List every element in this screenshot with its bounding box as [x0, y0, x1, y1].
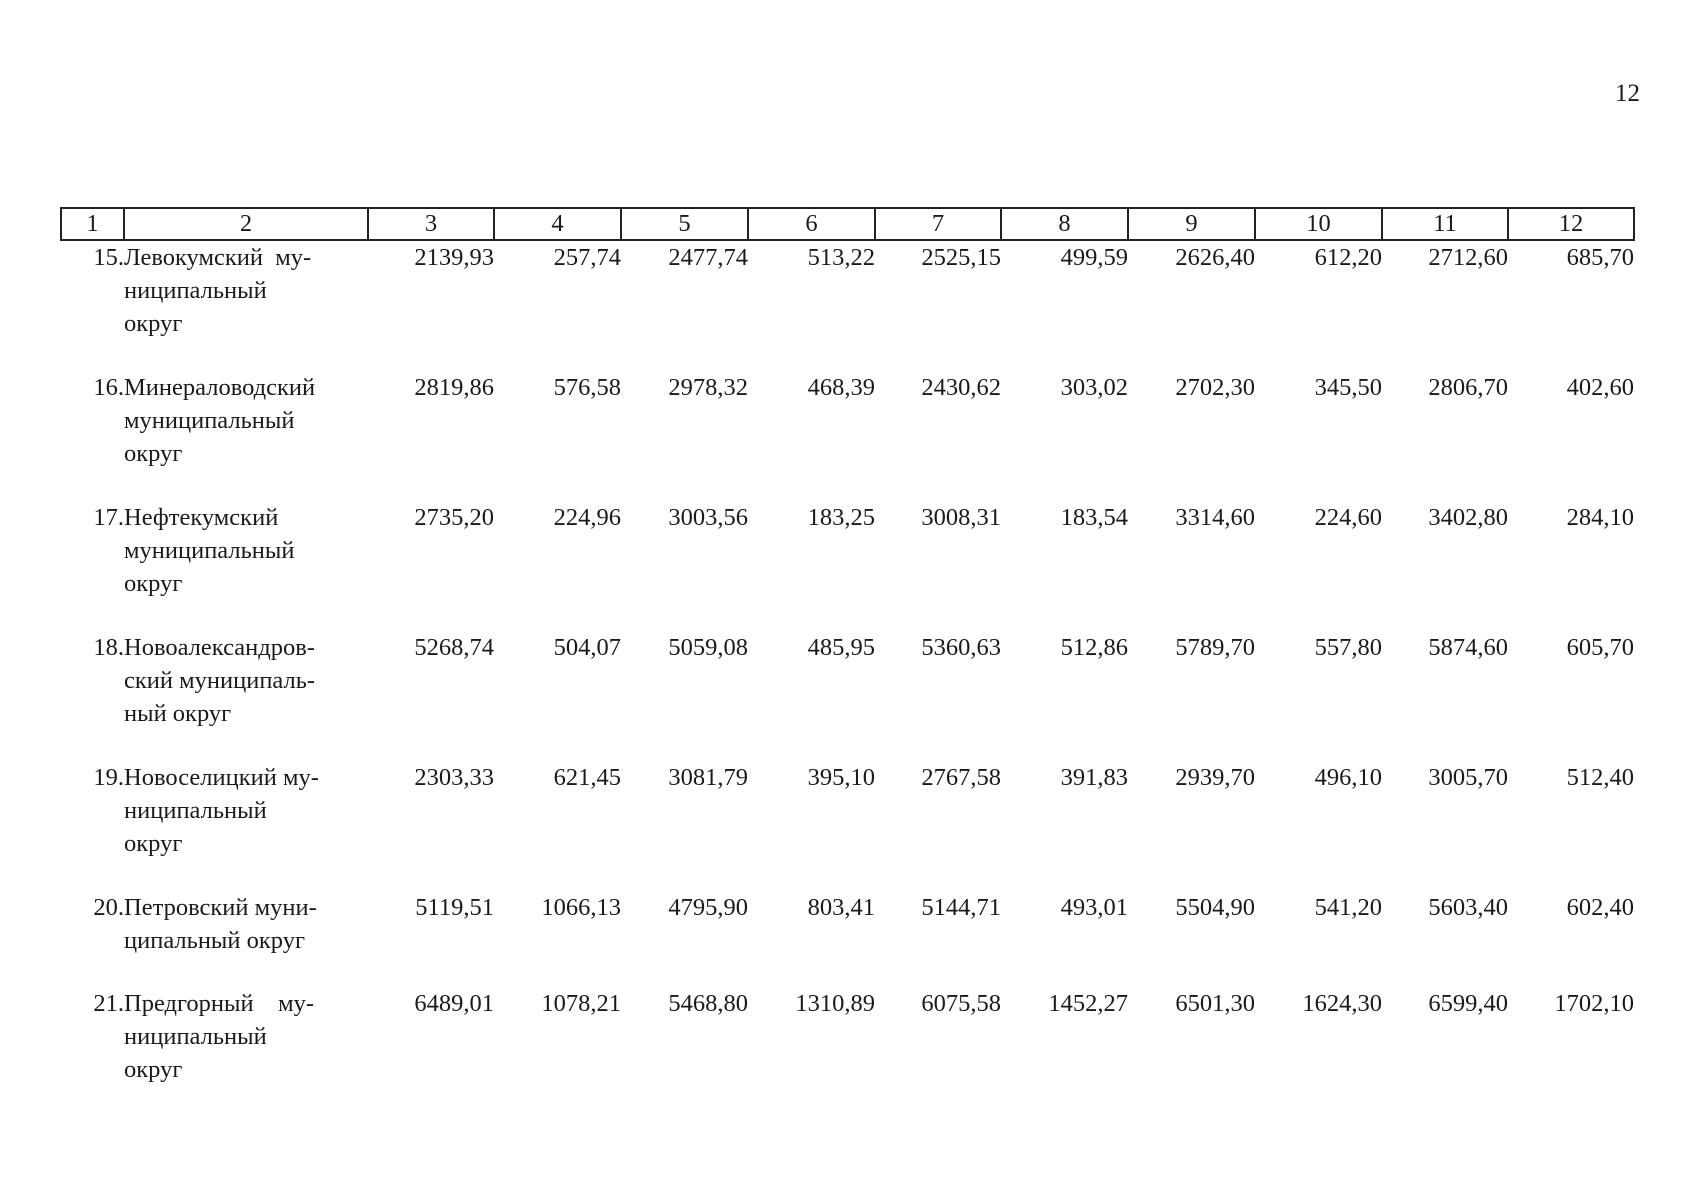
district-name-line: Новоалександров- — [124, 634, 315, 661]
value-cell-col-7: 2430,62 — [921, 374, 1001, 401]
value-cell-col-10: 345,50 — [1314, 374, 1382, 401]
column-header-3: 3 — [368, 208, 494, 240]
value-cell-col-3: 2303,33 — [414, 764, 494, 791]
district-name-line: Петровский муни- — [124, 894, 317, 921]
row-index: 21. — [93, 990, 124, 1017]
table-row — [61, 891, 1634, 987]
value-cell-col-9: 2939,70 — [1175, 764, 1255, 791]
value-cell-col-4: 621,45 — [553, 764, 621, 791]
column-number-row — [61, 208, 1634, 240]
value-cell-col-8: 1452,27 — [1048, 990, 1128, 1017]
value-cell-col-4: 576,58 — [553, 374, 621, 401]
value-cell-col-8: 391,83 — [1060, 764, 1128, 791]
value-cell-col-9: 2626,40 — [1175, 244, 1255, 271]
column-header-9: 9 — [1128, 208, 1255, 240]
value-cell-col-3: 5119,51 — [415, 894, 494, 921]
value-cell-col-11: 3402,80 — [1428, 504, 1508, 531]
district-name-line: муниципальный — [124, 537, 295, 564]
value-cell-col-4: 224,96 — [553, 504, 621, 531]
table-row — [61, 371, 1634, 501]
district-name-line: ниципальный — [124, 277, 267, 304]
column-header-2: 2 — [124, 208, 368, 240]
value-cell-col-10: 224,60 — [1314, 504, 1382, 531]
value-cell-col-3: 2819,86 — [414, 374, 494, 401]
value-cell-col-8: 183,54 — [1060, 504, 1128, 531]
value-cell-col-12: 685,70 — [1566, 244, 1634, 271]
district-name-line: Предгорный му- — [124, 990, 314, 1017]
column-header-5: 5 — [621, 208, 748, 240]
value-cell-col-3: 6489,01 — [414, 990, 494, 1017]
district-name-line: ципальный округ — [124, 927, 306, 954]
district-name — [124, 371, 368, 501]
table-row — [61, 240, 1634, 371]
value-cell-col-3: 2735,20 — [414, 504, 494, 531]
value-cell-col-9: 5504,90 — [1175, 894, 1255, 921]
district-name-line: муниципальный — [124, 407, 295, 434]
page-number: 12 — [1615, 80, 1640, 107]
value-cell-col-7: 5144,71 — [921, 894, 1001, 921]
value-cell-col-11: 5874,60 — [1428, 634, 1508, 661]
district-name — [124, 761, 368, 891]
value-cell-col-6: 803,41 — [807, 894, 875, 921]
row-index: 15. — [93, 244, 124, 271]
district-name-line: Минераловодский — [124, 374, 316, 401]
value-cell-col-4: 257,74 — [553, 244, 621, 271]
district-name — [124, 891, 368, 987]
table-header — [61, 208, 1634, 240]
district-name-line: округ — [124, 440, 183, 467]
column-header-7: 7 — [875, 208, 1001, 240]
value-cell-col-10: 1624,30 — [1302, 990, 1382, 1017]
value-cell-col-9: 5789,70 — [1175, 634, 1255, 661]
district-name — [124, 987, 368, 1117]
value-cell-col-3: 2139,93 — [414, 244, 494, 271]
district-name-line: Левокумский му- — [124, 244, 312, 271]
value-cell-col-5: 5468,80 — [668, 990, 748, 1017]
value-cell-col-11: 2806,70 — [1428, 374, 1508, 401]
value-cell-col-12: 602,40 — [1566, 894, 1634, 921]
data-table — [60, 207, 1635, 1117]
value-cell-col-6: 485,95 — [807, 634, 875, 661]
value-cell-col-12: 284,10 — [1566, 504, 1634, 531]
table-row — [61, 761, 1634, 891]
district-name — [124, 631, 368, 761]
value-cell-col-6: 468,39 — [807, 374, 875, 401]
value-cell-col-11: 6599,40 — [1428, 990, 1508, 1017]
column-header-1: 1 — [61, 208, 124, 240]
value-cell-col-6: 513,22 — [807, 244, 875, 271]
district-name-line: ский муниципаль- — [124, 667, 316, 694]
value-cell-col-7: 2525,15 — [921, 244, 1001, 271]
value-cell-col-7: 5360,63 — [921, 634, 1001, 661]
value-cell-col-5: 3081,79 — [668, 764, 748, 791]
table-row — [61, 501, 1634, 631]
value-cell-col-5: 3003,56 — [668, 504, 748, 531]
district-name — [124, 501, 368, 631]
value-cell-col-9: 3314,60 — [1175, 504, 1255, 531]
value-cell-col-7: 3008,31 — [921, 504, 1001, 531]
column-header-10: 10 — [1255, 208, 1382, 240]
row-index: 20. — [93, 894, 124, 921]
value-cell-col-9: 2702,30 — [1175, 374, 1255, 401]
value-cell-col-11: 5603,40 — [1428, 894, 1508, 921]
value-cell-col-5: 2477,74 — [668, 244, 748, 271]
value-cell-col-10: 557,80 — [1314, 634, 1382, 661]
value-cell-col-11: 2712,60 — [1428, 244, 1508, 271]
column-header-4: 4 — [494, 208, 621, 240]
table-row — [61, 631, 1634, 761]
district-name-line: ниципальный — [124, 797, 267, 824]
value-cell-col-10: 541,20 — [1314, 894, 1382, 921]
column-header-6: 6 — [748, 208, 875, 240]
value-cell-col-6: 395,10 — [807, 764, 875, 791]
value-cell-col-6: 1310,89 — [795, 990, 875, 1017]
value-cell-col-10: 496,10 — [1314, 764, 1382, 791]
district-name-line: округ — [124, 1056, 183, 1083]
value-cell-col-12: 1702,10 — [1554, 990, 1634, 1017]
column-header-12: 12 — [1508, 208, 1634, 240]
value-cell-col-3: 5268,74 — [414, 634, 494, 661]
value-cell-col-4: 1078,21 — [541, 990, 621, 1017]
value-cell-col-8: 499,59 — [1060, 244, 1128, 271]
table-body — [61, 240, 1634, 1117]
value-cell-col-4: 1066,13 — [541, 894, 621, 921]
value-cell-col-9: 6501,30 — [1175, 990, 1255, 1017]
district-name-line: округ — [124, 830, 183, 857]
row-index: 18. — [93, 634, 124, 661]
value-cell-col-5: 2978,32 — [668, 374, 748, 401]
district-name-line: ниципальный — [124, 1023, 267, 1050]
row-index: 19. — [93, 764, 124, 791]
value-cell-col-4: 504,07 — [553, 634, 621, 661]
district-name-line: Новоселицкий му- — [124, 764, 319, 791]
value-cell-col-8: 493,01 — [1060, 894, 1128, 921]
value-cell-col-8: 512,86 — [1060, 634, 1128, 661]
value-cell-col-12: 512,40 — [1566, 764, 1634, 791]
value-cell-col-10: 612,20 — [1314, 244, 1382, 271]
value-cell-col-12: 605,70 — [1566, 634, 1634, 661]
value-cell-col-7: 2767,58 — [921, 764, 1001, 791]
row-index: 16. — [93, 374, 124, 401]
value-cell-col-6: 183,25 — [807, 504, 875, 531]
value-cell-col-7: 6075,58 — [921, 990, 1001, 1017]
column-header-11: 11 — [1382, 208, 1508, 240]
value-cell-col-5: 4795,90 — [668, 894, 748, 921]
value-cell-col-8: 303,02 — [1060, 374, 1128, 401]
district-name-line: Нефтекумский — [124, 504, 279, 531]
district-name-line: округ — [124, 310, 183, 337]
value-cell-col-11: 3005,70 — [1428, 764, 1508, 791]
value-cell-col-12: 402,60 — [1566, 374, 1634, 401]
district-name — [124, 240, 368, 371]
column-header-8: 8 — [1001, 208, 1128, 240]
value-cell-col-5: 5059,08 — [668, 634, 748, 661]
table-row — [61, 987, 1634, 1117]
district-name-line: ный округ — [124, 700, 232, 727]
row-index: 17. — [93, 504, 124, 531]
district-name-line: округ — [124, 570, 183, 597]
